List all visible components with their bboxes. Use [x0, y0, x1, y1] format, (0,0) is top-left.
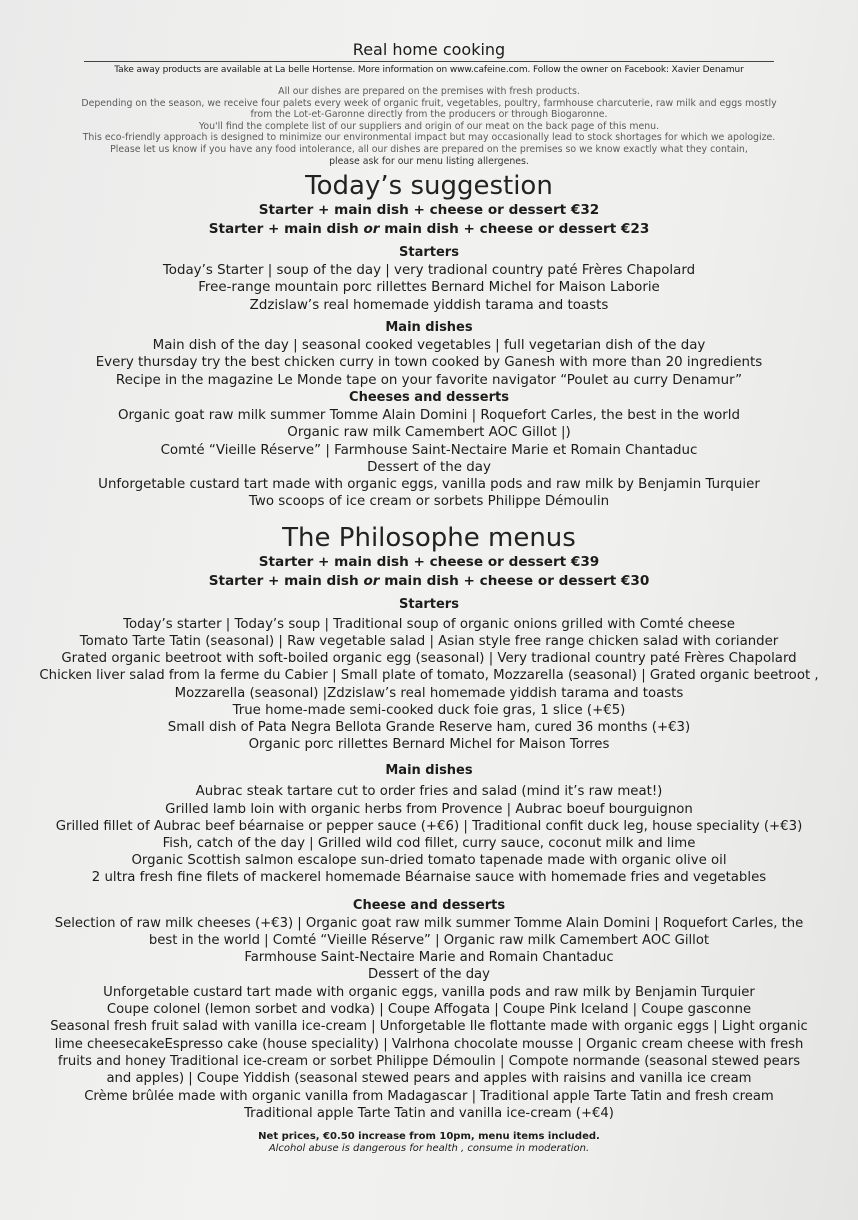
- menu-line: True home-made semi-cooked duck foie gras, 1 slice (+€5): [232, 702, 626, 718]
- menu-line: Tomato Tarte Tatin (seasonal) | Raw vegetable salad | Asian style free range chicken salad with coriander: [79, 633, 779, 649]
- menu-line: Unforgetable custard tart made with organic eggs, vanilla pods and raw milk by Benjamin Turquier: [98, 477, 760, 493]
- suggestion-title: Today’s suggestion: [305, 171, 553, 202]
- menu-line: lime cheesecakeEspresso cake (house speciality) | Valrhona chocolate mousse | Organic cream cheese with fresh: [54, 1036, 804, 1052]
- philosophe-title: The Philosophe menus: [282, 522, 576, 553]
- philosophe-formula-1: Starter + main dish + cheese or dessert €39: [258, 553, 600, 570]
- menu-line: Dessert of the day: [368, 967, 490, 983]
- title-divider: [84, 61, 774, 62]
- intro-line: Depending on the season, we receive four palets every week of organic fruit, vegetables, poultry, farmhouse charcuterie, raw milk and eggs mostly: [81, 97, 777, 109]
- menu-line: Recipe in the magazine Le Monde tape on your favorite navigator “Poulet au curry Denamur”: [115, 372, 743, 388]
- menu-line: Crème brûlée made with organic vanilla from Madagascar | Traditional apple Tarte Tatin and fresh cream: [84, 1088, 774, 1104]
- menu-line: Main dish of the day | seasonal cooked vegetables | full vegetarian dish of the day: [152, 338, 706, 354]
- menu-line: and apples) | Coupe Yiddish (seasonal stewed pears and apples with raisins and vanilla ice cream: [106, 1071, 752, 1087]
- suggestion-starters-heading: Starters: [399, 245, 459, 261]
- philosophe-cheeses-list: [0, 915, 858, 1123]
- intro-line: You'll find the complete list of our suppliers and origin of our meat on the back page of this menu.: [198, 120, 660, 132]
- intro-line: from the Lot-et-Garonne directly from the producers or through Biogaronne.: [250, 109, 608, 121]
- philosophe-mains-list: [0, 783, 858, 886]
- menu-line: Chicken liver salad from la ferme du Cabier | Small plate of tomato, Mozzarella (seasonal) | Grated organic beetroot ,: [39, 668, 819, 684]
- formula-or: or: [363, 572, 380, 589]
- intro-text: [0, 86, 858, 167]
- intro-line: Please let us know if you have any food intolerance, all our dishes are prepared on the premises so we know exactly what they contain,: [110, 143, 748, 155]
- menu-line: Seasonal fresh fruit salad with vanilla ice-cream | Unforgetable Ile flottante made with organic eggs | Light organic: [50, 1019, 808, 1035]
- intro-line: All our dishes are prepared on the premises with fresh products.: [278, 86, 580, 97]
- formula-part: main dish + cheese or dessert €23: [379, 221, 650, 238]
- menu-line: Grilled fillet of Aubrac beef béarnaise or pepper sauce (+€6) | Traditional confit duck leg, house speciality (+€3): [55, 818, 803, 834]
- philosophe-mains-heading: Main dishes: [385, 763, 473, 779]
- formula-part: main dish + cheese or dessert €30: [379, 572, 650, 589]
- suggestion-starters-list: [0, 262, 858, 314]
- menu-line: Two scoops of ice cream or sorbets Philippe Démoulin: [248, 494, 610, 510]
- menu-line: Zdzislaw’s real homemade yiddish tarama and toasts: [249, 297, 609, 313]
- suggestion-cheeses-heading: Cheeses and desserts: [349, 389, 509, 405]
- menu-line: Organic raw milk Camembert AOC Gillot |): [287, 425, 571, 441]
- suggestion-formula-1: Starter + main dish + cheese or dessert €32: [258, 202, 600, 219]
- menu-line: 2 ultra fresh fine filets of mackerel homemade Béarnaise sauce with homemade fries and vegetables: [91, 870, 767, 886]
- menu-line: Coupe colonel (lemon sorbet and vodka) | Coupe Affogata | Coupe Pink Iceland | Coupe gasconne: [106, 1002, 752, 1018]
- menu-line: Grilled lamb loin with organic herbs from Provence | Aubrac boeuf bourguignon: [165, 801, 693, 817]
- menu-line: fruits and honey Traditional ice-cream or sorbet Philippe Démoulin | Compote normande (seasonal stewed pears: [57, 1053, 801, 1069]
- suggestion-mains-list: [0, 337, 858, 389]
- menu-line: Traditional apple Tarte Tatin and vanilla ice-cream (+€4): [244, 1105, 614, 1121]
- suggestion-cheeses-list: [0, 407, 858, 511]
- intro-line: This eco-friendly approach is designed to minimize our environmental impact but may occasionally lead to stock shortages for which we apologize.: [82, 132, 776, 144]
- takeaway-notice: Take away products are available at La belle Hortense. More information on www.cafeine.com. Follow the owner on Facebook: Xavier Denamur: [114, 65, 744, 75]
- menu-line: Dessert of the day: [367, 459, 491, 475]
- net-prices-note: Net prices, €0.50 increase from 10pm, menu items included.: [258, 1131, 600, 1143]
- menu-line: Comté “Vieille Réserve” | Farmhouse Saint-Nectaire Marie et Romain Chantaduc: [160, 442, 698, 458]
- menu-line: Every thursday try the best chicken curry in town cooked by Ganesh with more than 20 ingredients: [95, 355, 763, 371]
- philosophe-cheeses-heading: Cheese and desserts: [352, 897, 506, 913]
- menu-line: Unforgetable custard tart made with organic eggs, vanilla pods and raw milk by Benjamin Turquier: [103, 984, 755, 1000]
- formula-part: Starter + main dish: [208, 572, 364, 589]
- menu-line: Organic porc rillettes Bernard Michel for Maison Torres: [248, 737, 610, 753]
- suggestion-formula-2: [0, 220, 858, 239]
- menu-line: Small dish of Pata Negra Bellota Grande Reserve ham, cured 36 months (+€3): [167, 719, 691, 735]
- formula-or: or: [363, 221, 380, 238]
- menu-line: Organic goat raw milk summer Tomme Alain Domini | Roquefort Carles, the best in the world: [117, 407, 740, 423]
- intro-line: please ask for our menu listing allergenes.: [329, 155, 529, 167]
- formula-part: Starter + main dish: [208, 221, 364, 238]
- suggestion-mains-heading: Main dishes: [385, 320, 473, 336]
- menu-line: Mozzarella (seasonal) |Zdzislaw’s real homemade yiddish tarama and toasts: [174, 685, 684, 701]
- menu-line: Free-range mountain porc rillettes Bernard Michel for Maison Laborie: [198, 280, 660, 296]
- menu-line: best in the world | Comté “Vieille Réserve” | Organic raw milk Camembert AOC Gillot: [148, 932, 710, 948]
- philosophe-starters-heading: Starters: [399, 596, 459, 612]
- alcohol-warning: Alcohol abuse is dangerous for health , consume in moderation.: [268, 1143, 590, 1155]
- page-title: Real home cooking: [352, 40, 506, 59]
- menu-line: Today’s starter | Today’s soup | Traditional soup of organic onions grilled with Comté cheese: [123, 616, 735, 632]
- menu-line: Selection of raw milk cheeses (+€3) | Organic goat raw milk summer Tomme Alain Domini | Roquefort Carles, the: [54, 915, 804, 931]
- menu-line: Organic Scottish salmon escalope sun-dried tomato tapenade made with organic olive oil: [131, 853, 727, 869]
- menu-line: Aubrac steak tartare cut to order fries and salad (mind it’s raw meat!): [195, 784, 663, 800]
- menu-line: Today’s Starter | soup of the day | very tradional country paté Frères Chapolard: [162, 263, 696, 279]
- philosophe-starters-list: [0, 616, 858, 754]
- menu-line: Grated organic beetroot with soft-boiled organic egg (seasonal) | Very tradional country paté Frères Chapolard: [61, 651, 797, 667]
- philosophe-formula-2: [0, 572, 858, 591]
- menu-line: Fish, catch of the day | Grilled wild cod fillet, curry sauce, coconut milk and lime: [162, 835, 696, 851]
- menu-line: Farmhouse Saint-Nectaire Marie and Romain Chantaduc: [244, 950, 614, 966]
